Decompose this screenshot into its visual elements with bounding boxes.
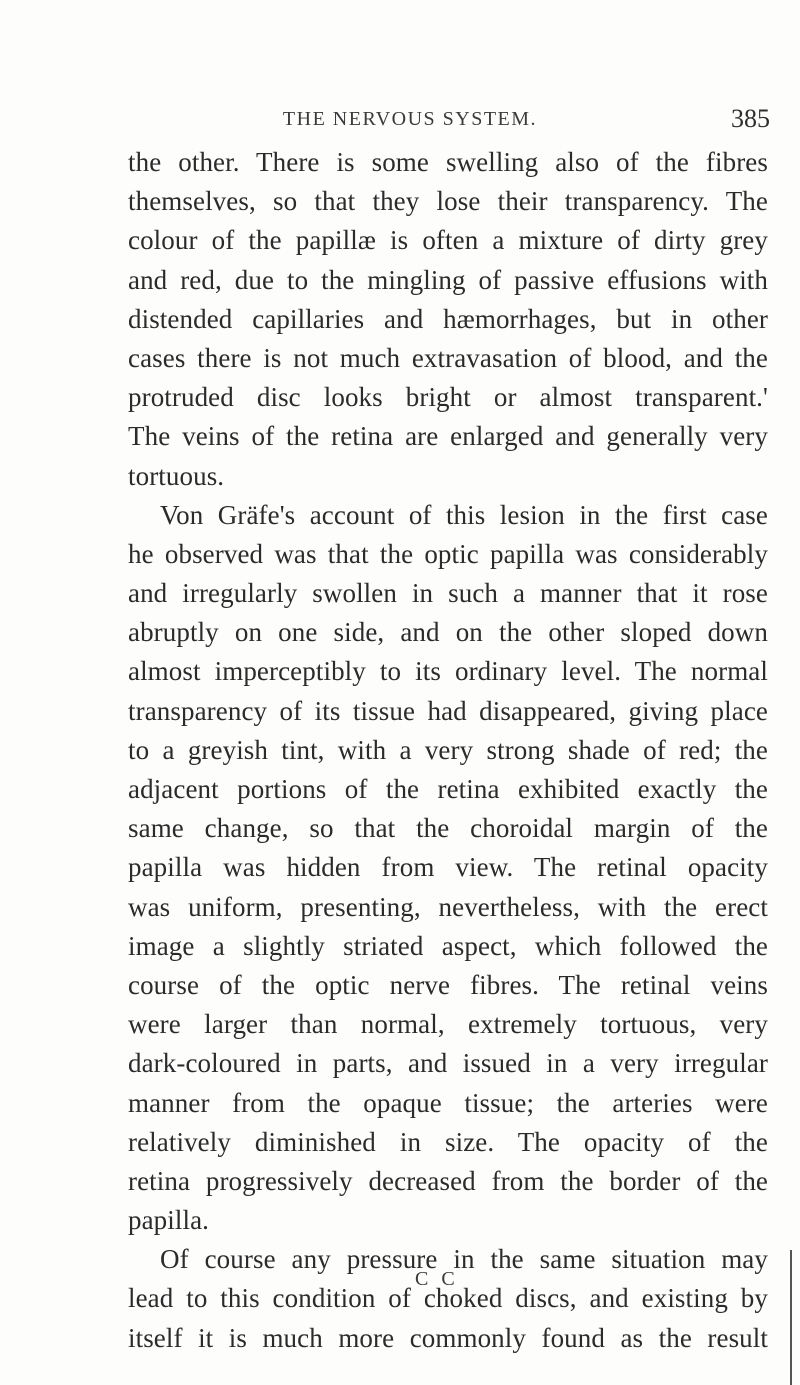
page-number: 385 xyxy=(731,104,770,133)
text-line: same change, so that the choroidal margin of the xyxy=(128,813,768,844)
text-line: were larger than normal, extremely tortuous, very xyxy=(128,1009,768,1040)
text-line: tortuous. xyxy=(128,460,225,491)
text-line: itself it is much more commonly found as the result xyxy=(128,1322,768,1353)
page-edge-divider xyxy=(790,1250,792,1385)
text-line: The veins of the retina are enlarged and generally very xyxy=(128,421,768,452)
text-line: and irregularly swollen in such a manner that it rose xyxy=(128,578,768,609)
text-line: manner from the opaque tissue; the arteries were xyxy=(128,1087,768,1118)
text-line: colour of the papillæ is often a mixture of dirty grey xyxy=(128,225,768,256)
text-line: Von Gräfe's account of this lesion in the first case xyxy=(160,499,768,530)
text-line: was uniform, presenting, nevertheless, with the erect xyxy=(128,891,768,922)
text-line: papilla was hidden from view. The retinal opacity xyxy=(128,852,768,883)
text-line: relatively diminished in size. The opacity of the xyxy=(128,1126,768,1157)
text-line: distended capillaries and hæmorrhages, but in other xyxy=(128,303,768,334)
text-line: almost imperceptibly to its ordinary level. The normal xyxy=(128,656,768,687)
text-line: retina progressively decreased from the border of the xyxy=(128,1165,768,1196)
text-line: image a slightly striated aspect, which followed the xyxy=(128,930,768,961)
running-head: THE NERVOUS SYSTEM. xyxy=(282,108,538,130)
signature-mark: C C xyxy=(415,1268,459,1290)
text-line: protruded disc looks bright or almost transparent.' xyxy=(128,382,768,413)
text-line: Of course any pressure in the same situation may xyxy=(160,1244,768,1275)
text-line: themselves, so that they lose their transparency. The xyxy=(128,186,768,217)
text-line: abruptly on one side, and on the other sloped down xyxy=(128,617,768,648)
text-line: cases there is not much extravasation of blood, and the xyxy=(128,342,768,373)
text-line: dark-coloured in parts, and issued in a very irregular xyxy=(128,1048,768,1079)
text-line: papilla. xyxy=(128,1205,210,1236)
text-line: the other. There is some swelling also of the fibres xyxy=(128,147,768,177)
text-line: and red, due to the mingling of passive effusions with xyxy=(128,264,768,295)
text-line: he observed was that the optic papilla was considerably xyxy=(128,538,768,569)
text-line: lead to this condition of choked discs, and existing by xyxy=(128,1283,768,1314)
text-line: adjacent portions of the retina exhibited exactly the xyxy=(128,774,768,804)
text-line: transparency of its tissue had disappeared, giving place xyxy=(128,695,768,726)
text-line: to a greyish tint, with a very strong shade of red; the xyxy=(128,734,768,765)
text-line: course of the optic nerve fibres. The retinal veins xyxy=(128,969,768,1000)
body-text xyxy=(128,143,768,1358)
